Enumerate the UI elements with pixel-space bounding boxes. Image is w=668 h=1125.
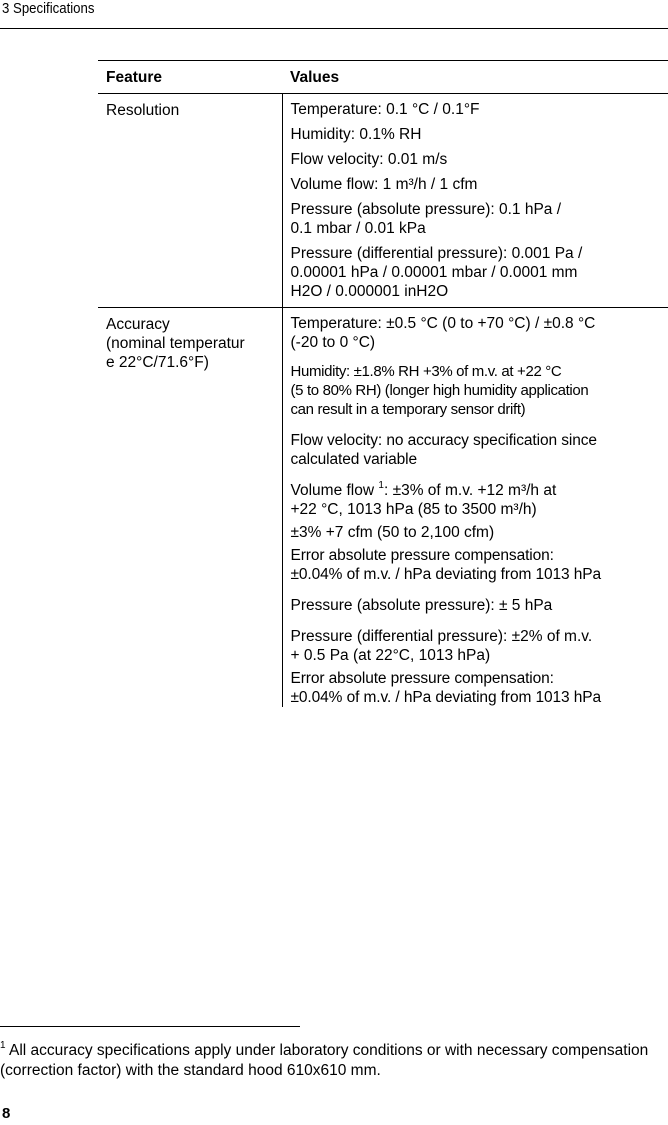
value-flow-velocity-resolution: Flow velocity: 0.01 m/s [290, 151, 448, 168]
value-absolute-pressure-accuracy: Pressure (absolute pressure): ± 5 hPa [290, 597, 553, 614]
value-differential-pressure-accuracy: Pressure (differential pressure): ±2% of m.v. + 0.5 Pa (at 22°C, 1013 hPa) [290, 628, 593, 664]
value-flow-velocity-accuracy: Flow velocity: no accuracy specification since calculated variable [290, 432, 597, 468]
values-cell [282, 94, 668, 308]
footnote-marker: 1 [0, 1039, 6, 1051]
section-title: 3 Specifications [2, 0, 95, 17]
feature-label: Resolution [106, 102, 180, 119]
feature-cell [98, 94, 282, 308]
table-row-accuracy [98, 308, 668, 708]
value-absolute-pressure-resolution: Pressure (absolute pressure): 0.1 hPa / 0.1 mbar / 0.01 kPa [290, 201, 562, 237]
value-temperature-accuracy: Temperature: ±0.5 °C (0 to +70 °C) / ±0.8 °C (-20 to 0 °C) [290, 315, 596, 351]
feature-sublabel: (nominal temperatur [106, 335, 245, 352]
value-temperature-resolution: Temperature: 0.1 °C / 0.1°F [290, 101, 480, 118]
page-header [0, 0, 668, 29]
column-header-values: Values [282, 61, 668, 94]
table-row-resolution [98, 94, 668, 308]
feature-label: Accuracy [106, 316, 170, 333]
value-volume-flow-resolution: Volume flow: 1 m³/h / 1 cfm [290, 176, 478, 193]
value-pressure-compensation-error: Error absolute pressure compensation: ±0.04% of m.v. / hPa deviating from 1013 hPa [290, 670, 602, 706]
footnote-text: All accuracy specifications apply under laboratory conditions or with necessary compensation (correction factor) with the standard hood 610x610 mm. [0, 1042, 649, 1079]
values-cell [282, 308, 668, 708]
value-humidity-accuracy: Humidity: ±1.8% RH +3% of m.v. at +22 °C (5 to 80% RH) (longer high humidity application can result in a temporary sensor drift) [290, 363, 589, 418]
footnote-separator [0, 1026, 300, 1027]
feature-sublabel: e 22°C/71.6°F) [106, 354, 209, 371]
footnote-reference: 1 [378, 479, 384, 491]
specifications-table [98, 60, 668, 707]
page-number: 8 [2, 1105, 11, 1122]
feature-cell [98, 308, 282, 708]
value-pressure-compensation-error: Error absolute pressure compensation: ±0.04% of m.v. / hPa deviating from 1013 hPa [290, 547, 602, 583]
column-header-feature: Feature [98, 61, 282, 94]
value-humidity-resolution: Humidity: 0.1% RH [290, 126, 422, 143]
value-volume-flow-accuracy: Volume flow $^1$: ±3% of m.v. +12 m³/h at +22 °C, 1013 hPa (85 to 3500 m³/h) [290, 479, 557, 518]
value-differential-pressure-resolution: Pressure (differential pressure): 0.001 Pa / 0.00001 hPa / 0.00001 mbar / 0.0001 mm H2O / 0.000001 inH2O [290, 245, 583, 300]
table-header-row [98, 61, 668, 94]
footnote [0, 1041, 668, 1081]
value-volume-flow-cfm-accuracy: ±3% +7 cfm (50 to 2,100 cfm) [290, 524, 495, 541]
